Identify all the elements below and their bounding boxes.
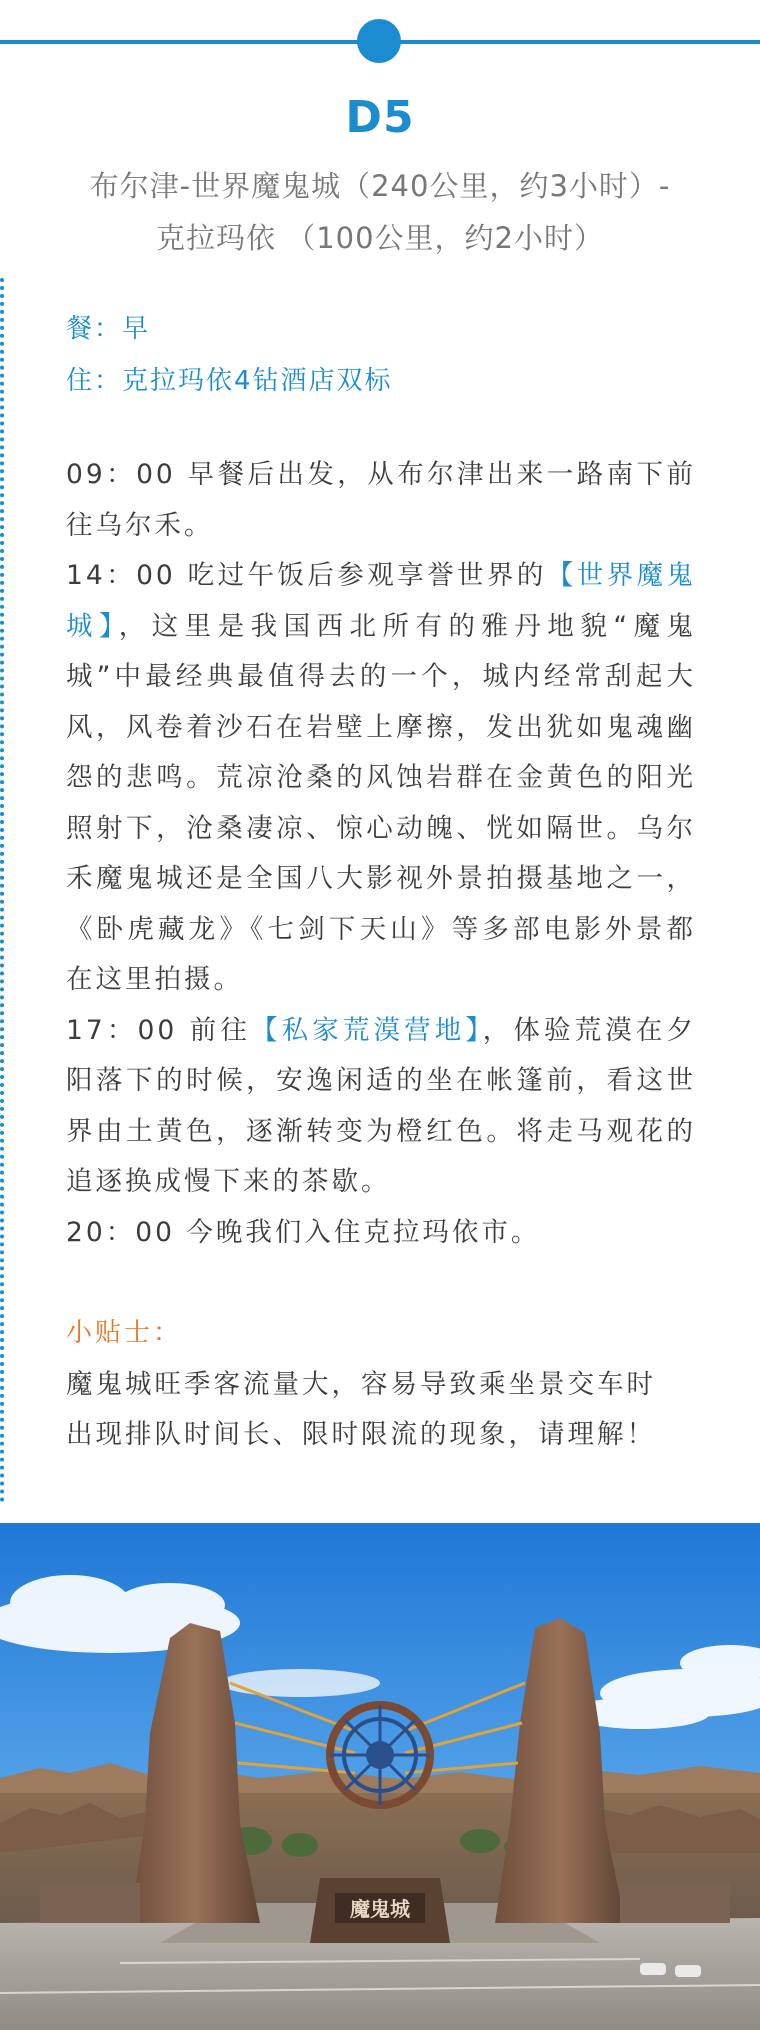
itinerary-text: 17：00 前往 — [66, 1014, 251, 1046]
route-line-1: 布尔津-世界魔鬼城（240公里，约3小时）- — [89, 169, 671, 203]
wheel-emblem — [330, 1705, 430, 1805]
route-summary — [40, 160, 720, 264]
route-line-2: 克拉玛依 （100公里，约2小时） — [155, 221, 605, 255]
itinerary-text: 14：00 吃过午饭后参观享誉世界的 — [66, 560, 547, 591]
side-building-right — [620, 1883, 730, 1923]
itinerary-paragraph: 20：00 今晚我们入住克拉玛依市。 — [66, 1216, 541, 1248]
itinerary-paragraph — [66, 551, 696, 1006]
meal-lodging-info — [66, 303, 706, 407]
itinerary-text: ，体验荒漠在夕阳落下的时候，安逸闲适的坐在帐篷前，看这世界由土黄色，逐渐转变为橙红色。将走马观花的追逐换成慢下来的茶歇。 — [66, 1014, 696, 1197]
side-dotted-rule — [0, 278, 4, 1503]
day-title: D5 — [345, 92, 415, 143]
side-building-left — [40, 1883, 140, 1923]
meals-label: 餐：早 — [66, 314, 151, 344]
photo-illustration — [0, 1523, 760, 2030]
highlight-devil-city: 【世界魔鬼城】 — [66, 560, 696, 642]
tips-body — [66, 1360, 706, 1460]
itinerary-paragraph — [66, 1006, 696, 1208]
itinerary-paragraph: 09：00 早餐后出发，从布尔津出来一路南下前往乌尔禾。 — [66, 459, 696, 541]
tips-title: 小贴士： — [66, 1318, 183, 1348]
itinerary-text: ，这里是我国西北所有的雅丹地貌“魔鬼城”中最经典最值得去的一个，城内经常刮起大风，风卷着沙石在岩壁上摩擦，发出犹如鬼魂幽怨的悲鸣。荒凉沧桑的风蚀岩群在金黄色的阳光照射下，沧桑凄凉、惊心动魄、恍如隔世。乌尔禾魔鬼城还是全国八大影视外景拍摄基地之一，《卧虎藏龙》《七剑下天山》等多部电影外景都在这里拍摄。 — [66, 610, 696, 995]
tips-line-1: 魔鬼城旺季客流量大，容易导致乘坐景交车时 — [66, 1369, 656, 1400]
lodging-label: 住：克拉玛依4钻酒店双标 — [66, 366, 393, 396]
highlight-desert-camp: 【私家荒漠营地】 — [251, 1014, 483, 1046]
tips-line-2: 出现排队时间长、限时限流的现象，请理解！ — [66, 1419, 656, 1450]
entrance-sign-text: 魔鬼城 — [350, 1897, 410, 1921]
timeline-dot — [357, 19, 401, 63]
itinerary-body — [66, 450, 696, 1258]
devil-city-gate-photo — [0, 1523, 760, 2030]
